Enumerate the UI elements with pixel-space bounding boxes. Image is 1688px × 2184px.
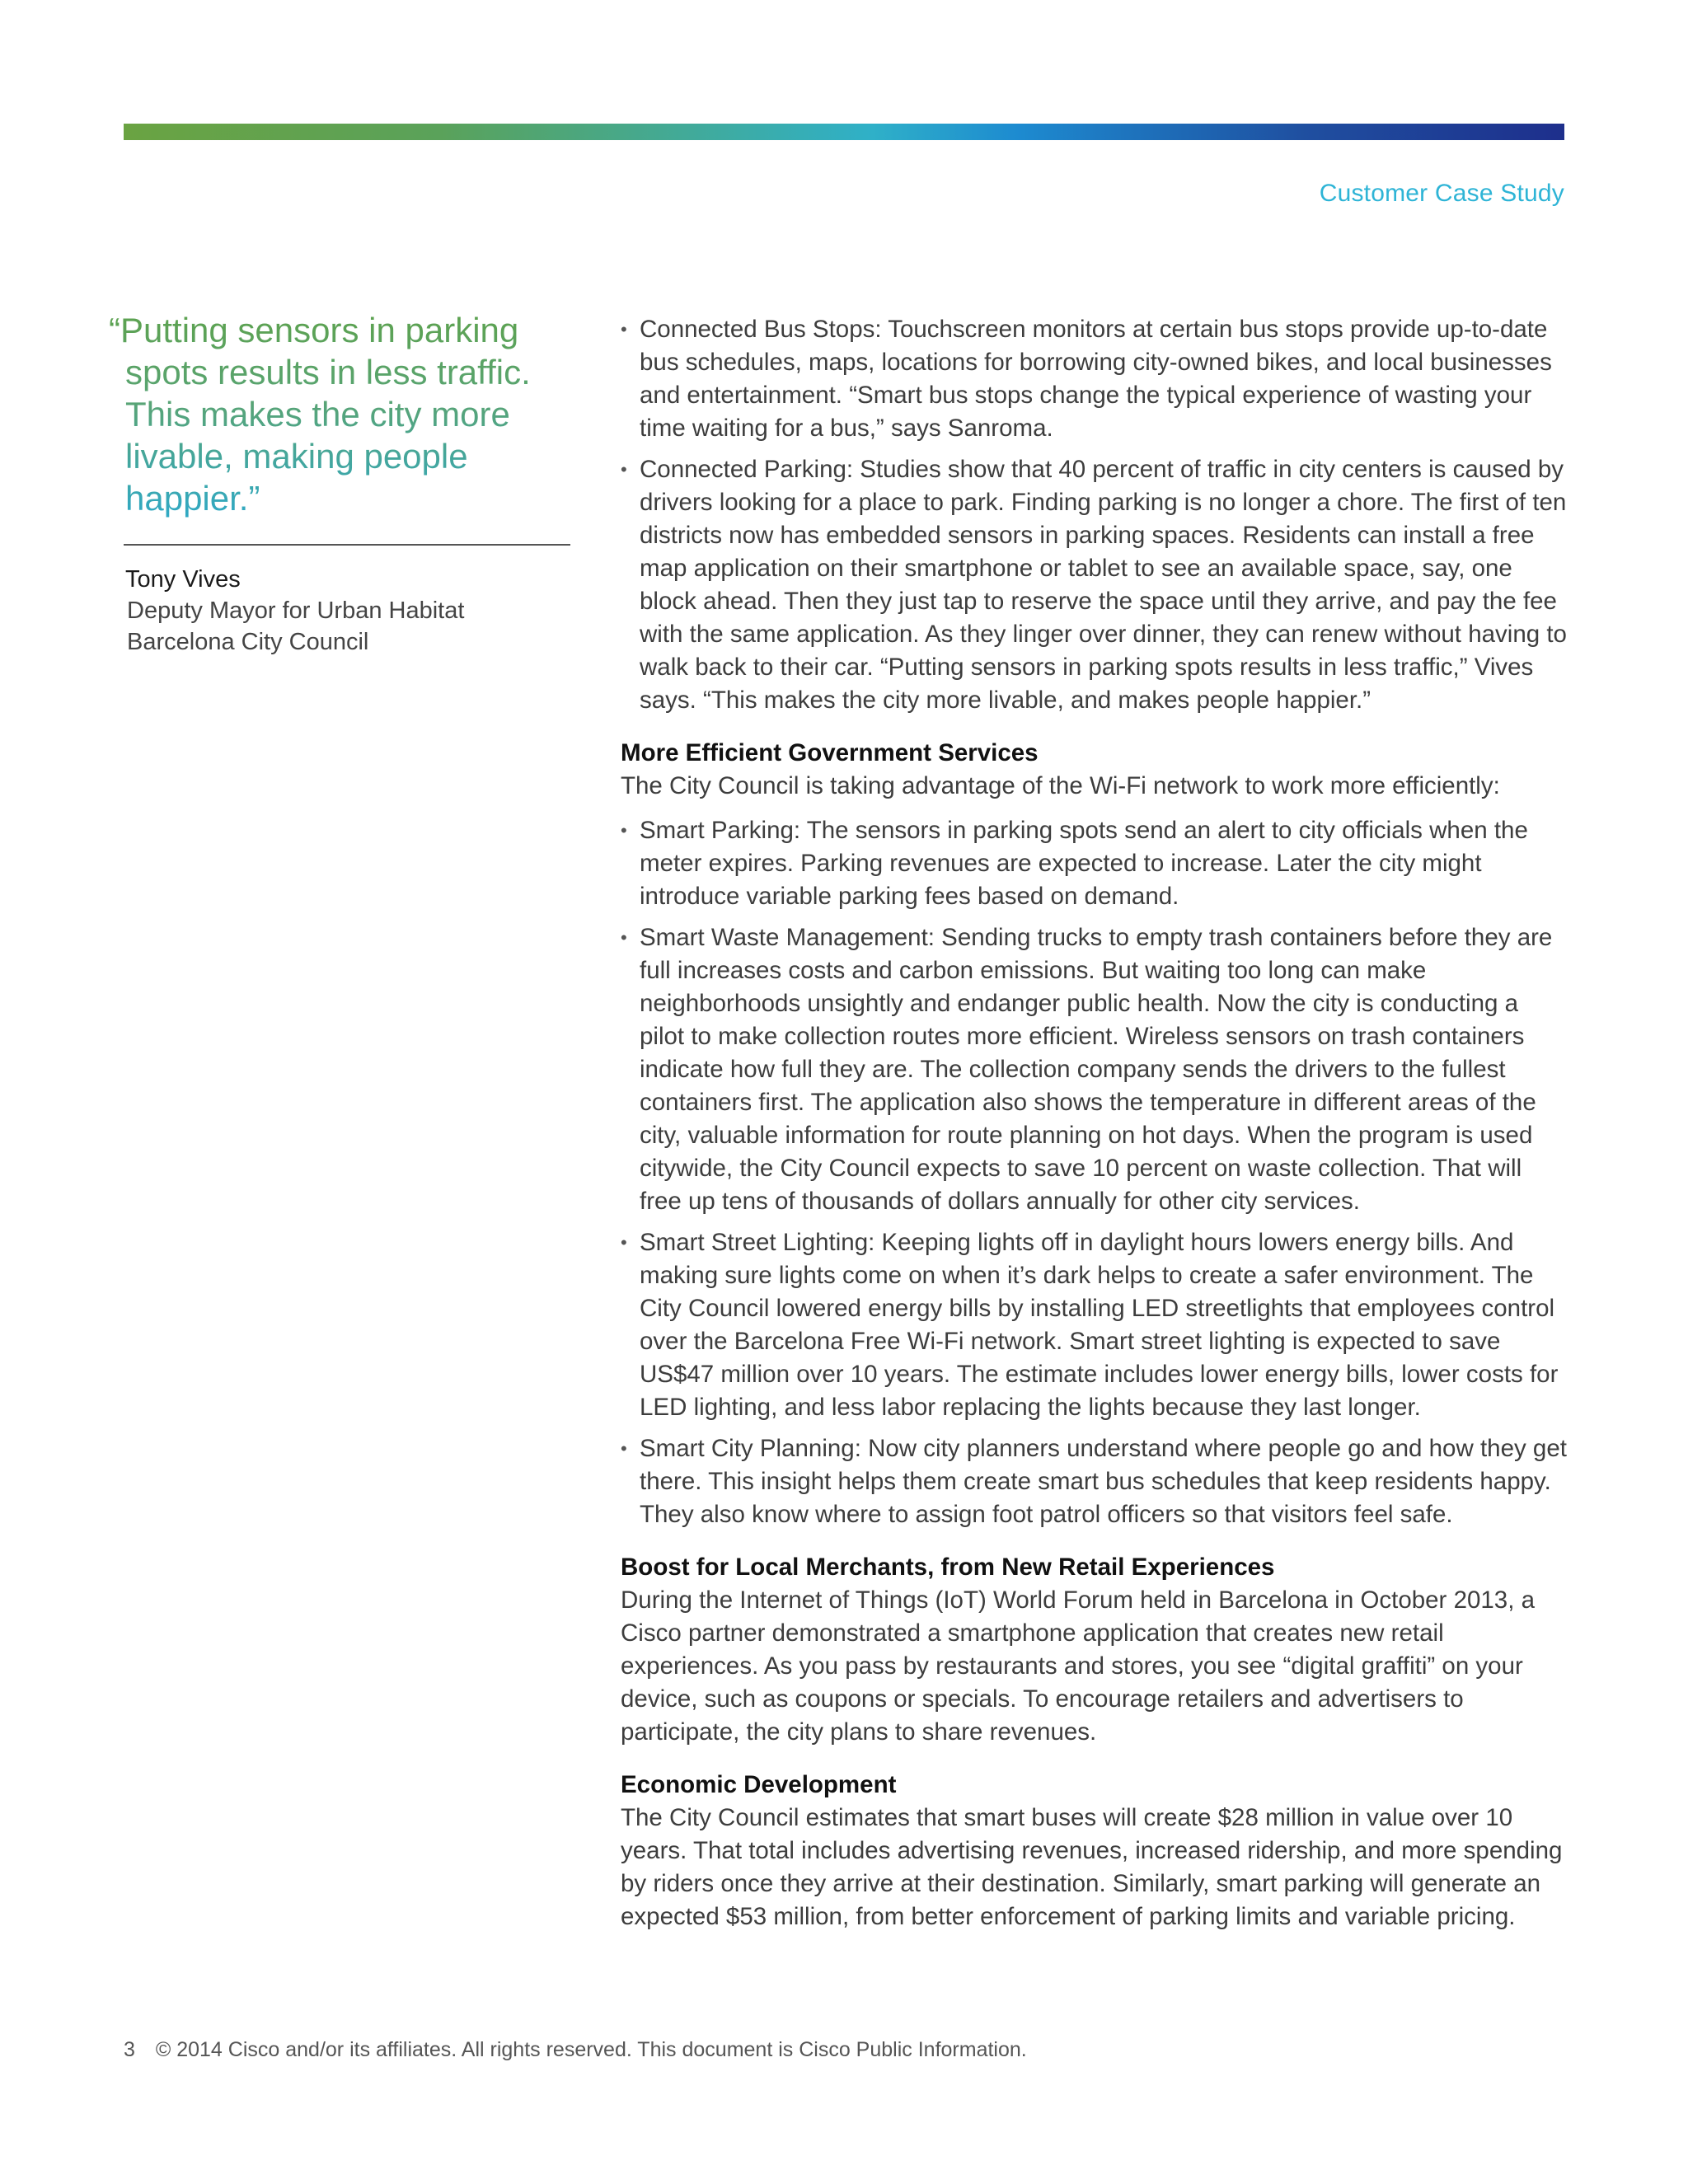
section-heading: More Efficient Government Services [621, 739, 1039, 766]
pull-quote-line: “Putting sensors in parking [109, 311, 519, 349]
list-item: • Smart Waste Management: Sending trucks to empty trash containers before they are full increases costs and carbon emissions. But waiting too long can make neighborhoods unsightly and endanger public health. Now the city is conducting a pilot to make collection routes more efficient. Wireless sensors on trash containers indicate how full they are. The collection company sends the drivers to the fullest containers first. The application also shows the temperature in different areas of the city, valuable information for route planning on hot days. When the program is used citywide, the City Council expects to save 10 percent on waste collection. That will free up tens of thousands of dollars annually for other city services. [621, 921, 1568, 1218]
document-type-label: Customer Case Study [1319, 180, 1564, 207]
page-number: 3 [124, 2038, 135, 2061]
pull-quote-line: livable, making people [125, 437, 468, 476]
section-intro: The City Council is taking advantage of the Wi-Fi network to work more efficiently: [621, 772, 1500, 799]
attribution-organization: Barcelona City Council [127, 629, 369, 655]
section-heading: Economic Development [621, 1771, 897, 1798]
connected-services-list [621, 313, 1568, 717]
list-item: • Smart City Planning: Now city planners understand where people go and how they get there. This insight helps them create smart bus schedules that keep residents happy. They also know where to assign foot patrol officers so that visitors feel safe. [621, 1432, 1568, 1531]
page-footer [124, 2038, 1027, 2062]
government-services-list [621, 814, 1568, 1531]
pull-quote-line: happier.” [125, 479, 260, 518]
pull-quote [109, 309, 570, 519]
list-item: • Smart Street Lighting: Keeping lights off in daylight hours lowers energy bills. And making sure lights come on when it’s dark helps to create a safer environment. The City Council lowered energy bills by installing LED streetlights that employees control over the Barcelona Free Wi-Fi network. Smart street lighting is expected to save US$47 million over 10 years. The estimate includes lower energy bills, lower costs for LED lighting, and less labor replacing the lights because they last longer. [621, 1226, 1568, 1424]
section-heading: Boost for Local Merchants, from New Retail Experiences [621, 1554, 1275, 1581]
section-body: The City Council estimates that smart buses will create $28 million in value over 10 years. That total includes advertising revenues, increased ridership, and more spending by riders once they arrive at their destination. Similarly, smart parking will generate an expected $53 million, from better enforcement of parking limits and variable pricing. [621, 1804, 1563, 1930]
main-content [621, 313, 1568, 1933]
economic-development-section [621, 1769, 1568, 1933]
pull-quote-line: spots results in less traffic. [125, 353, 531, 391]
list-item: • Smart Parking: The sensors in parking spots send an alert to city officials when the meter expires. Parking revenues are expected to increase. Later the city might introduce variable parking fees based on demand. [621, 814, 1568, 913]
local-merchants-section [621, 1551, 1568, 1749]
government-services-section [621, 737, 1568, 1531]
sidebar [109, 309, 570, 658]
section-body: During the Internet of Things (IoT) World Forum held in Barcelona in October 2013, a Cisco partner demonstrated a smartphone application that creates new retail experiences. As you pass by restaurants and stores, you see “digital graffiti” on your device, such as coupons or specials. To encourage retailers and advertisers to participate, the city plans to share revenues. [621, 1586, 1536, 1746]
sidebar-divider [124, 544, 570, 546]
copyright-notice: © 2014 Cisco and/or its affiliates. All rights reserved. This document is Cisco Public Information. [155, 2038, 1027, 2061]
list-item: • Connected Bus Stops: Touchscreen monitors at certain bus stops provide up-to-date bus schedules, maps, locations for borrowing city-owned bikes, and local businesses and entertainment. “Smart bus stops change the typical experience of wasting your time waiting for a bus,” says Sanroma. [621, 313, 1568, 445]
attribution-name: Tony Vives [125, 566, 241, 593]
header-gradient-bar [124, 124, 1564, 140]
list-item: • Connected Parking: Studies show that 40 percent of traffic in city centers is caused by drivers looking for a place to park. Finding parking is no longer a chore. The first of ten districts now has embedded sensors in parking spaces. Residents can install a free map application on their smartphone or tablet to see an available space, say, one block ahead. Then they just tap to reserve the space until they arrive, and pay the fee with the same application. As they linger over dinner, they can renew without having to walk back to their car. “Putting sensors in parking spots results in less traffic,” Vives says. “This makes the city more livable, and makes people happier.” [621, 453, 1568, 717]
attribution-title: Deputy Mayor for Urban Habitat [127, 598, 465, 624]
pull-quote-line: This makes the city more [125, 395, 510, 434]
